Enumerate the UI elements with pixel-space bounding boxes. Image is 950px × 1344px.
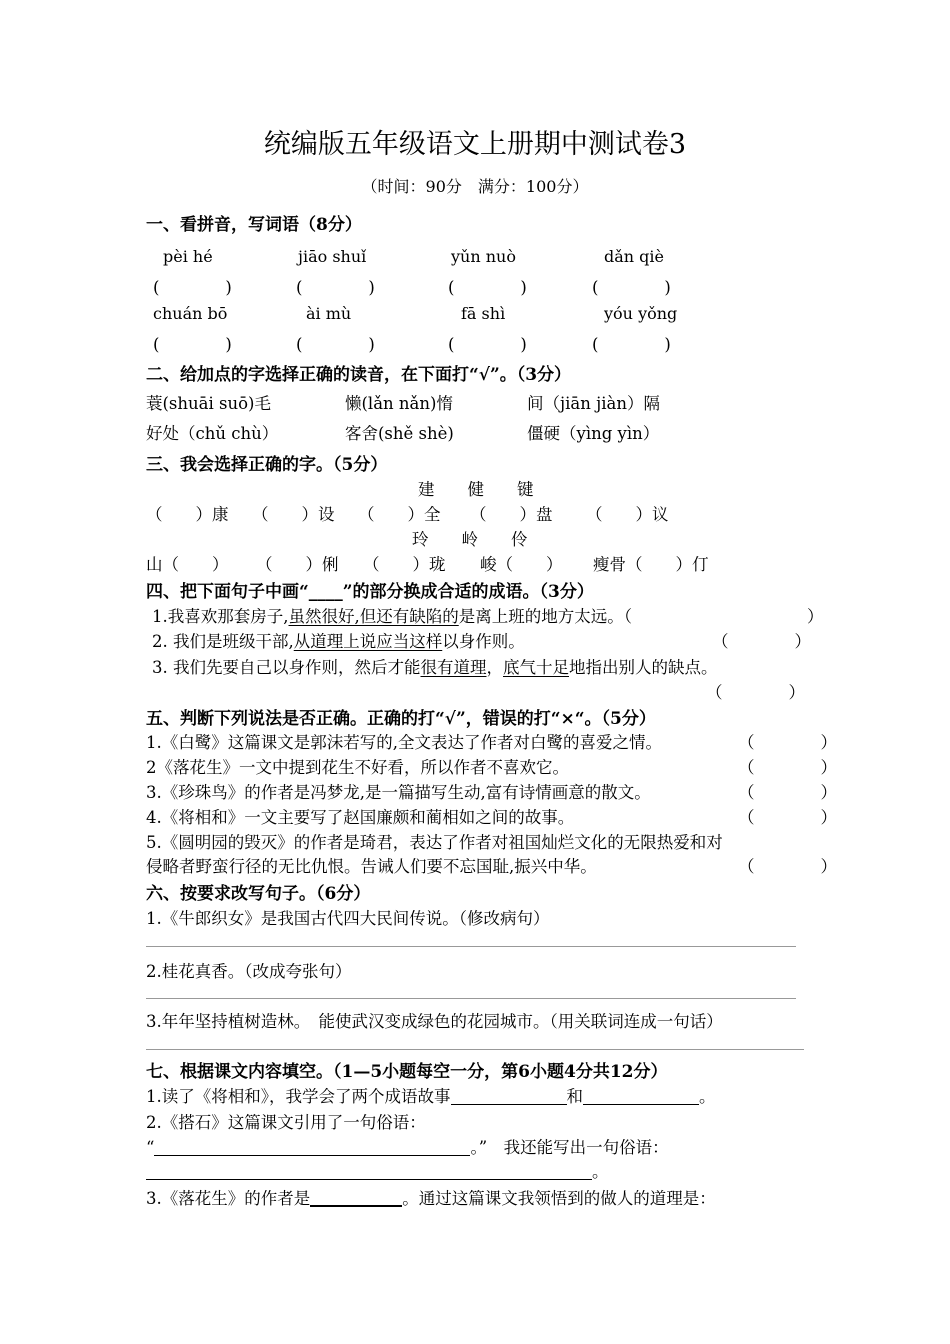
idiom-q3-text: 3. 我们先要自己以身作则，然后才能: [152, 658, 421, 677]
reading-item-2[interactable]: 懒(lǎn nǎn)惰: [345, 394, 453, 413]
char-blank-6[interactable]: 山（ ）: [146, 555, 229, 574]
fill-q3-text: 3.《落花生》的作者是: [146, 1189, 311, 1208]
fill-question-1: [146, 1083, 716, 1107]
judge-answer-4[interactable]: （ ）: [738, 808, 837, 827]
section-2-heading: 二、给加点的字选择正确的读音，在下面打“√”。（3分）: [146, 365, 572, 385]
char-options-2: 玲 岭 伶: [412, 530, 528, 549]
char-blank-4[interactable]: （ ）盘: [470, 505, 553, 524]
page-title: 统编版五年级语文上册期中测试卷3: [263, 129, 687, 160]
pinyin-4: dǎn qiè: [604, 247, 664, 266]
answer-box-7[interactable]: ( ): [448, 335, 527, 354]
answer-box-4[interactable]: ( ): [592, 278, 671, 297]
reading-item-1[interactable]: 蓑(shuāi suō)毛: [146, 394, 271, 413]
reading-item-4[interactable]: 好处（chǔ chù）: [146, 424, 279, 443]
idiom-answer-2[interactable]: （ ）: [712, 632, 811, 651]
char-options-1: 建 健 键: [418, 480, 534, 499]
section-5-heading: 五、判断下列说法是否正确。正确的打“√”，错误的打“×“。（5分）: [146, 709, 656, 729]
idiom-q2-text: 2. 我们是班级干部,: [152, 632, 294, 651]
section-6-heading: 六、按要求改写句子。（6分）: [146, 884, 371, 904]
answer-box-5[interactable]: ( ): [153, 335, 232, 354]
idiom-answer-3[interactable]: （ ）: [706, 683, 805, 702]
idiom-q1-underlined: 虽然很好,但还有缺陷的: [288, 607, 459, 626]
idiom-question-3: [152, 654, 718, 678]
judge-question-1: 1.《白鹭》这篇课文是郭沫若写的,全文表达了作者对白鹭的喜爱之情。: [146, 733, 662, 752]
fill-q2-text: 。” 我还能写出一句俗语：: [470, 1138, 669, 1157]
pinyin-7: fā shì: [461, 304, 506, 323]
idiom-q2-underlined: 从道理上说应当这样: [293, 632, 443, 651]
pinyin-1: pèi hé: [163, 247, 213, 266]
judge-question-5: 5.《圆明园的毁灭》的作者是琦君，表达了作者对祖国灿烂文化的无限热爱和对: [146, 833, 723, 852]
idiom-q3-underlined-2: 底气十足: [503, 658, 569, 677]
judge-answer-1[interactable]: （ ）: [738, 733, 837, 752]
rewrite-answer-line-3[interactable]: [146, 1049, 804, 1050]
pinyin-8: yóu yǒng: [604, 304, 678, 323]
idiom-question-1: [152, 603, 632, 627]
fill-q3-text-end: 。通过这篇课文我领悟到的做人的道理是：: [402, 1189, 716, 1208]
section-1-heading: 一、看拼音，写词语（8分）: [146, 215, 362, 235]
idiom-q1-text: 1.我喜欢那套房子,: [152, 607, 289, 626]
fill-question-2-line: [146, 1134, 669, 1158]
fill-q1-and: 和: [566, 1087, 583, 1106]
reading-item-3[interactable]: 间（jiān jiàn）隔: [527, 394, 660, 413]
reading-item-5[interactable]: 客舍(shě shè): [345, 424, 454, 443]
judge-question-3: 3.《珍珠鸟》的作者是冯梦龙,是一篇描写生动,富有诗情画意的散文。: [146, 783, 651, 802]
fill-blank-1[interactable]: [451, 1088, 567, 1106]
pinyin-6: ài mù: [306, 304, 352, 323]
char-blank-9[interactable]: 峻（ ）: [480, 555, 563, 574]
rewrite-answer-line-2[interactable]: [146, 998, 796, 999]
judge-answer-2[interactable]: （ ）: [738, 758, 837, 777]
fill-question-3: [146, 1185, 716, 1209]
answer-box-2[interactable]: ( ): [296, 278, 375, 297]
idiom-question-2: [152, 628, 525, 652]
fill-q1-text: 1.读了《将相和》，我学会了两个成语故事: [146, 1087, 451, 1106]
judge-question-5-cont: 侵略者野蛮行径的无比仇恨。告诫人们要不忘国耻,振兴中华。: [146, 857, 597, 876]
fill-q1-period: 。: [699, 1087, 716, 1106]
char-blank-7[interactable]: （ ）俐: [256, 555, 339, 574]
fill-blank-2[interactable]: [583, 1088, 699, 1106]
answer-box-1[interactable]: ( ): [153, 278, 232, 297]
pinyin-2: jiāo shuǐ: [298, 247, 367, 266]
fill-blank-4[interactable]: [146, 1163, 592, 1181]
fill-question-2: 2.《搭石》这篇课文引用了一句俗语：: [146, 1113, 426, 1132]
judge-answer-5[interactable]: （ ）: [738, 857, 837, 876]
fill-question-2-extra: [146, 1158, 609, 1182]
char-blank-3[interactable]: （ ）全: [358, 505, 441, 524]
idiom-q3-comma: ，: [486, 658, 503, 677]
fill-q2-open-quote: “: [146, 1138, 155, 1157]
pinyin-3: yǔn nuò: [451, 247, 516, 266]
answer-box-3[interactable]: ( ): [448, 278, 527, 297]
section-3-heading: 三、我会选择正确的字。（5分）: [146, 455, 388, 475]
fill-q2-period: 。: [592, 1162, 609, 1181]
answer-box-8[interactable]: ( ): [592, 335, 671, 354]
answer-box-6[interactable]: ( ): [296, 335, 375, 354]
section-7-heading: 七、根据课文内容填空。（1—5小题每空一分，第6小题4分共12分）: [146, 1062, 668, 1082]
fill-blank-5[interactable]: [310, 1189, 402, 1208]
rewrite-answer-line-1[interactable]: [146, 946, 796, 947]
judge-answer-3[interactable]: （ ）: [738, 783, 837, 802]
char-blank-1[interactable]: （ ）康: [146, 505, 229, 524]
reading-item-6[interactable]: 僵硬（yìng yìn）: [527, 424, 660, 443]
idiom-q2-text-end: 以身作则。: [442, 632, 525, 651]
section-4-heading: 四、把下面句子中画“____”的部分换成合适的成语。（3分）: [146, 582, 594, 602]
judge-question-4: 4.《将相和》一文主要写了赵国廉颇和蔺相如之间的故事。: [146, 808, 575, 827]
judge-question-2: 2《落花生》一文中提到花生不好看，所以作者不喜欢它。: [146, 758, 569, 777]
exam-info: （时间：90分 满分：100分）: [361, 177, 589, 196]
char-blank-10[interactable]: 瘦骨（ ）仃: [593, 555, 709, 574]
char-blank-2[interactable]: （ ）设: [252, 505, 335, 524]
rewrite-question-2: 2.桂花真香。（改成夸张句）: [146, 962, 352, 981]
char-blank-8[interactable]: （ ）珑: [363, 555, 446, 574]
idiom-answer-1-close[interactable]: ）: [807, 607, 824, 626]
idiom-q1-text-end: 是离上班的地方太远。（: [458, 607, 632, 626]
char-blank-5[interactable]: （ ）议: [586, 505, 669, 524]
fill-blank-3[interactable]: [154, 1139, 470, 1157]
idiom-q3-text-end: 地指出别人的缺点。: [569, 658, 718, 677]
idiom-q3-underlined-1: 很有道理: [420, 658, 487, 677]
pinyin-5: chuán bō: [153, 304, 228, 323]
rewrite-question-1: 1.《牛郎织女》是我国古代四大民间传说。（修改病句）: [146, 909, 550, 928]
rewrite-question-3: 3.年年坚持植树造林。 能使武汉变成绿色的花园城市。（用关联词连成一句话）: [146, 1012, 723, 1031]
